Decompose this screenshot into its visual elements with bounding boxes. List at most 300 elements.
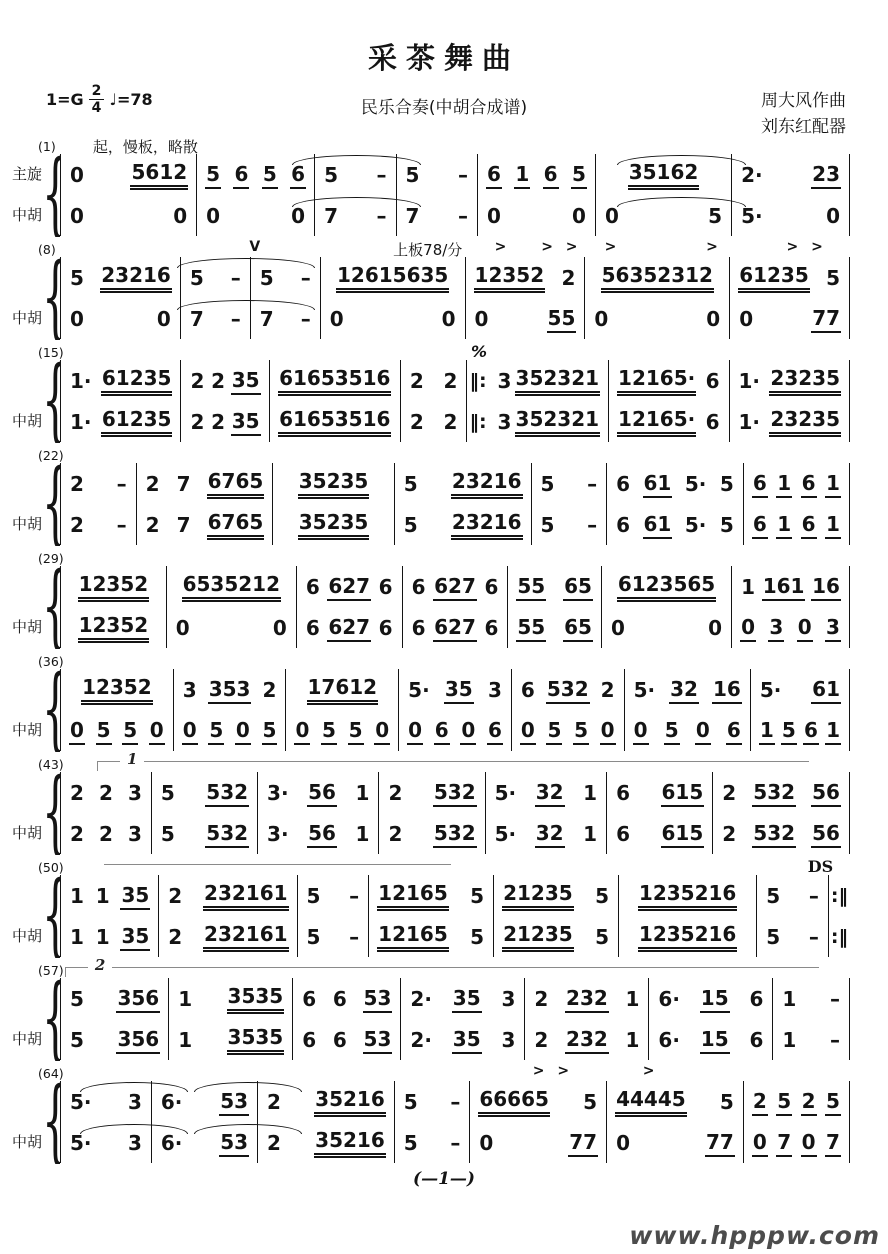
note-token: 6 xyxy=(801,514,817,539)
measure xyxy=(61,875,159,916)
note-token: 615 xyxy=(661,782,705,807)
note-token: 232161 xyxy=(203,924,289,952)
note-token: 2 xyxy=(409,368,424,393)
note-token: 1 xyxy=(825,473,841,498)
zhonghu-staff xyxy=(4,401,850,442)
measure xyxy=(470,1081,607,1122)
measure xyxy=(293,978,401,1019)
note-token: 5 xyxy=(262,720,278,745)
note-token: 61653516 xyxy=(278,368,391,396)
note-token: 35 xyxy=(444,679,474,704)
measure xyxy=(174,669,287,710)
melody-staff xyxy=(4,978,850,1019)
measure xyxy=(607,504,744,545)
measure xyxy=(649,1019,773,1060)
note-token: – xyxy=(349,883,360,908)
note-token: 5 xyxy=(348,720,364,745)
repeat-start-barline: ‖: xyxy=(469,410,487,433)
system-brace-icon xyxy=(42,359,60,443)
note-token: 3 xyxy=(768,617,784,642)
note-token: 5 xyxy=(781,720,797,745)
zhonghu-staff xyxy=(4,813,850,854)
note-token: 3 xyxy=(487,677,502,702)
time-denominator: 4 xyxy=(91,100,102,116)
note-token: – xyxy=(450,1130,461,1155)
measure xyxy=(489,360,609,401)
measure xyxy=(401,978,525,1019)
measure xyxy=(321,257,466,298)
note-token: 23216 xyxy=(451,512,523,540)
note-token: 0 xyxy=(708,615,723,640)
staff-label xyxy=(4,360,42,401)
note-token: 17612 xyxy=(307,677,379,705)
measures xyxy=(60,566,850,607)
note-token: 1 xyxy=(759,720,775,745)
repeat-end-barline: :‖ xyxy=(830,925,849,948)
measure xyxy=(379,772,485,813)
note-token: 0 xyxy=(633,720,649,745)
system-annotations xyxy=(4,134,850,154)
note-token: 0 xyxy=(752,1132,768,1157)
note-token: 1 xyxy=(70,924,84,949)
note-token: 6 xyxy=(705,409,720,434)
measures xyxy=(60,669,850,710)
note-token: 77 xyxy=(811,308,841,333)
note-token: 12352 xyxy=(78,574,150,602)
system-annotations xyxy=(4,443,850,463)
staff-label xyxy=(4,669,42,710)
note-token: 5 xyxy=(405,162,420,187)
note-token: 0 xyxy=(329,306,344,331)
system xyxy=(4,134,850,236)
measures xyxy=(60,298,850,339)
note-token: 0 xyxy=(600,720,616,745)
note-token: 5· xyxy=(633,677,656,702)
system xyxy=(4,958,850,1060)
note-token: 56352312 xyxy=(601,265,714,293)
note-token: 532 xyxy=(433,782,477,807)
annotation-text: 起，慢板，略散 xyxy=(92,138,198,156)
volta-label: 1 xyxy=(120,752,144,767)
measure xyxy=(730,298,850,339)
note-token: 6 xyxy=(616,512,630,537)
note-token: 532 xyxy=(546,679,590,704)
measure xyxy=(607,813,713,854)
note-token: 0 xyxy=(149,720,165,745)
measure xyxy=(61,195,197,236)
measure xyxy=(61,298,181,339)
measure-number: (36) xyxy=(38,654,64,669)
measure xyxy=(61,566,167,607)
subtitle: 民乐合奏(中胡合成谱) xyxy=(360,98,528,118)
note-token: 12165 xyxy=(377,924,449,952)
note-token: – xyxy=(587,471,598,496)
note-token: 1 xyxy=(825,514,841,539)
note-token: 2 xyxy=(409,409,424,434)
staff-label xyxy=(4,566,42,607)
note-token: – xyxy=(830,1027,840,1052)
note-token: 5 xyxy=(825,1091,841,1116)
note-token: 1 xyxy=(178,986,193,1011)
note-token: 3 xyxy=(497,368,512,393)
dal-segno-mark: DS xyxy=(807,857,834,876)
note-token: 7 xyxy=(405,203,420,228)
measure xyxy=(152,813,258,854)
note-token: 0 xyxy=(826,203,841,228)
system-annotations xyxy=(4,546,850,566)
note-token: 6 xyxy=(332,1027,347,1052)
note-token: 6 xyxy=(752,514,768,539)
zhonghu-staff xyxy=(4,504,850,545)
measures xyxy=(60,916,850,957)
system-brace-icon xyxy=(42,256,60,340)
staff-rows xyxy=(4,257,850,339)
note-token: 35 xyxy=(231,370,261,395)
note-token: 1 xyxy=(95,924,110,949)
measure xyxy=(395,1122,471,1163)
note-token: 6 xyxy=(616,780,631,805)
note-token: 35162 xyxy=(628,162,700,190)
staff-label: 中胡 xyxy=(11,618,42,636)
measure-number: (8) xyxy=(38,242,56,257)
measure xyxy=(494,916,619,957)
note-token: 2 xyxy=(98,780,113,805)
note-token: 3 xyxy=(127,1089,142,1114)
note-token: 5 xyxy=(595,924,610,949)
note-token: 15 xyxy=(700,1029,730,1054)
note-token: 2 xyxy=(443,409,458,434)
note-token: 32 xyxy=(535,823,565,848)
measure xyxy=(321,298,466,339)
note-token: 5· xyxy=(494,821,517,846)
zhonghu-staff xyxy=(4,607,850,648)
measure xyxy=(273,504,394,545)
note-token: 6 xyxy=(543,164,559,189)
note-token: 2 xyxy=(145,512,160,537)
melody-staff xyxy=(4,257,850,298)
melody-staff xyxy=(4,463,850,504)
note-token: 3 xyxy=(501,1027,516,1052)
note-token: 1235216 xyxy=(638,883,737,911)
note-token: 61235 xyxy=(738,265,810,293)
note-token: 2 xyxy=(211,368,226,393)
system-annotations xyxy=(4,340,850,360)
note-token: 0 xyxy=(616,1130,630,1155)
measures xyxy=(60,504,850,545)
note-token: – xyxy=(116,512,127,537)
system-annotations xyxy=(4,958,850,978)
note-token: 5 xyxy=(403,512,418,537)
note-token: 1 xyxy=(70,883,84,908)
note-token: 7 xyxy=(324,203,338,228)
measure xyxy=(286,669,399,710)
note-token: 6 xyxy=(411,615,426,640)
measure-number: (15) xyxy=(38,345,64,360)
note-token: 0 xyxy=(235,720,251,745)
note-token: 6 xyxy=(378,574,393,599)
note-token: – xyxy=(458,162,469,187)
note-token: 2· xyxy=(410,986,432,1011)
credits xyxy=(761,88,846,141)
note-token: 5 xyxy=(719,512,734,537)
note-token: 6535212 xyxy=(182,574,281,602)
measure-number: (29) xyxy=(38,551,64,566)
note-token: 2 xyxy=(801,1091,817,1116)
note-token: 23 xyxy=(811,164,841,189)
score-body xyxy=(0,134,888,1163)
note-token: 35235 xyxy=(298,471,370,499)
measure xyxy=(607,1081,744,1122)
measure xyxy=(61,401,181,442)
note-token: 0 xyxy=(695,720,711,745)
note-token: 61 xyxy=(643,514,673,539)
note-token: 3· xyxy=(267,821,289,846)
note-token: 232 xyxy=(565,988,609,1013)
measure xyxy=(152,772,258,813)
measure xyxy=(297,566,403,607)
note-token: 356 xyxy=(116,988,160,1013)
measure xyxy=(61,669,174,710)
note-token: 5 xyxy=(403,1130,418,1155)
measure xyxy=(258,772,379,813)
note-token: 5 xyxy=(540,512,555,537)
note-token: 6 xyxy=(302,1027,317,1052)
measure xyxy=(486,772,607,813)
measure xyxy=(773,978,850,1019)
note-token: 232161 xyxy=(203,883,289,911)
note-token: 53 xyxy=(219,1132,249,1157)
note-token: 1 xyxy=(95,883,110,908)
measure xyxy=(494,875,619,916)
note-token: 627 xyxy=(327,576,371,601)
measure xyxy=(61,1019,169,1060)
note-token: – xyxy=(230,306,241,331)
note-token: 2 xyxy=(561,265,576,290)
measure xyxy=(61,772,152,813)
note-token: 6 xyxy=(233,164,249,189)
system xyxy=(4,546,850,648)
note-token: 2· xyxy=(410,1027,432,1052)
note-token: 5 xyxy=(776,1091,792,1116)
note-token: – xyxy=(300,265,311,290)
note-token: 5 xyxy=(546,720,562,745)
note-token: 7 xyxy=(176,471,191,496)
score-header xyxy=(0,0,888,138)
note-token: 1 xyxy=(782,986,797,1011)
page-number: (—1—) xyxy=(413,1169,475,1189)
measures xyxy=(60,401,850,442)
measure xyxy=(486,813,607,854)
measure xyxy=(167,607,297,648)
staff-label: 中胡 xyxy=(11,412,42,430)
note-token: 5 xyxy=(160,780,175,805)
measures xyxy=(60,463,850,504)
note-token: 6 xyxy=(486,164,502,189)
measure xyxy=(512,669,625,710)
note-token: 5 xyxy=(826,265,841,290)
note-token: 0 xyxy=(487,203,501,228)
measure xyxy=(478,195,596,236)
note-token: 35 xyxy=(120,885,150,910)
note-token: 7 xyxy=(259,306,274,331)
note-token: 2 xyxy=(752,1091,768,1116)
note-token: 15 xyxy=(700,988,730,1013)
note-token: 2· xyxy=(741,162,763,187)
note-token: 61 xyxy=(811,679,841,704)
measure xyxy=(732,154,850,195)
note-token: 6 xyxy=(752,473,768,498)
system xyxy=(4,237,850,339)
measure xyxy=(525,978,649,1019)
measure xyxy=(730,360,850,401)
note-token: 2 xyxy=(722,780,737,805)
note-token: 6123565 xyxy=(617,574,716,602)
note-token: 0 xyxy=(797,617,813,642)
note-token: 2 xyxy=(145,471,160,496)
note-token: 23235 xyxy=(769,409,841,437)
note-token: 5 xyxy=(403,471,418,496)
note-token: 5 xyxy=(205,164,221,189)
measure xyxy=(167,566,297,607)
system xyxy=(4,649,850,751)
note-token: 6 xyxy=(749,986,764,1011)
note-token: 0 xyxy=(441,306,456,331)
system xyxy=(4,443,850,545)
note-token: 0 xyxy=(294,720,310,745)
note-token: 627 xyxy=(433,617,477,642)
note-token: 5 xyxy=(70,1027,84,1052)
note-token: 2 xyxy=(722,821,737,846)
note-token: 1· xyxy=(70,368,92,393)
system xyxy=(4,1061,850,1163)
note-token: 5· xyxy=(741,203,763,228)
note-token: 61 xyxy=(643,473,673,498)
measure xyxy=(61,504,137,545)
staff-label: 中胡 xyxy=(11,515,42,533)
measure xyxy=(525,1019,649,1060)
note-token: 5 xyxy=(470,924,485,949)
staff-label: 中胡 xyxy=(11,927,42,945)
note-token: 5 xyxy=(708,203,723,228)
note-token: – xyxy=(458,203,469,228)
note-token: 5· xyxy=(684,471,707,496)
note-token: 5 xyxy=(403,1089,418,1114)
note-token: 55 xyxy=(516,617,546,642)
accent-mark: > > xyxy=(786,239,827,255)
note-token: 6· xyxy=(658,1027,680,1052)
note-token: 55 xyxy=(516,576,546,601)
note-token: 1 xyxy=(825,720,841,745)
note-token: 161 xyxy=(762,576,806,601)
system-brace-icon xyxy=(42,771,60,855)
note-token: 6· xyxy=(160,1089,183,1114)
note-token: – xyxy=(587,512,598,537)
note-token: 6· xyxy=(658,986,680,1011)
measure xyxy=(470,1122,607,1163)
note-token: 0 xyxy=(474,306,489,331)
note-token: 56 xyxy=(307,823,337,848)
measures xyxy=(60,875,850,916)
melody-staff xyxy=(4,772,850,813)
note-token: 6 xyxy=(705,368,720,393)
measures xyxy=(60,813,850,854)
note-token: 5 xyxy=(70,986,84,1011)
note-token: 2 xyxy=(388,780,403,805)
note-token: 5 xyxy=(259,265,274,290)
note-token: 3 xyxy=(501,986,516,1011)
melody-staff xyxy=(4,875,850,916)
measure xyxy=(757,875,829,916)
measure xyxy=(508,607,602,648)
measure-number: (1) xyxy=(38,139,56,154)
note-token: 6 xyxy=(302,986,317,1011)
accent-mark: > > xyxy=(541,239,582,255)
note-token: 5· xyxy=(494,780,517,805)
measure xyxy=(369,875,494,916)
staff-rows xyxy=(4,463,850,545)
measure xyxy=(757,916,829,957)
measure xyxy=(403,566,509,607)
note-token: 55 xyxy=(547,308,577,333)
measure xyxy=(61,360,181,401)
measure xyxy=(585,257,730,298)
note-token: 5 xyxy=(96,720,112,745)
note-token: 3535 xyxy=(227,1027,285,1055)
staff-rows xyxy=(4,772,850,854)
measure xyxy=(298,875,370,916)
note-token: 5 xyxy=(595,883,610,908)
measure xyxy=(401,360,468,401)
note-token: 0 xyxy=(739,306,754,331)
note-token: 6 xyxy=(616,821,631,846)
measures xyxy=(60,710,850,751)
system-brace-icon xyxy=(42,565,60,649)
note-token: 6 xyxy=(411,574,426,599)
note-token: – xyxy=(450,1089,461,1114)
note-token: 0 xyxy=(374,720,390,745)
note-token: 5 xyxy=(540,471,555,496)
note-token: 23216 xyxy=(100,265,172,293)
note-token: 0 xyxy=(740,617,756,642)
note-token: 1 xyxy=(776,514,792,539)
note-token: 0 xyxy=(272,615,287,640)
note-token: 3 xyxy=(127,1130,142,1155)
note-token: 5 xyxy=(573,720,589,745)
note-token: 5· xyxy=(684,512,707,537)
note-token: 44445 xyxy=(615,1089,687,1117)
note-token: – xyxy=(830,986,840,1011)
measure-number: (43) xyxy=(38,757,64,772)
note-token: 61235 xyxy=(101,368,173,396)
segno-icon: % xyxy=(470,342,488,361)
note-token: 56 xyxy=(811,782,841,807)
note-token: 1 xyxy=(355,780,370,805)
measure xyxy=(399,710,512,751)
note-token: 5 xyxy=(321,720,337,745)
note-token: 3 xyxy=(127,780,142,805)
measure xyxy=(532,504,608,545)
measure xyxy=(197,195,315,236)
note-token: 5 xyxy=(470,883,485,908)
measure xyxy=(609,360,729,401)
measure xyxy=(169,978,293,1019)
note-token: 1 xyxy=(625,986,640,1011)
measure xyxy=(181,360,269,401)
measure-number: (50) xyxy=(38,860,64,875)
note-token: 0 xyxy=(801,1132,817,1157)
staff-label: 中胡 xyxy=(11,309,42,327)
staff-label xyxy=(4,1081,42,1122)
